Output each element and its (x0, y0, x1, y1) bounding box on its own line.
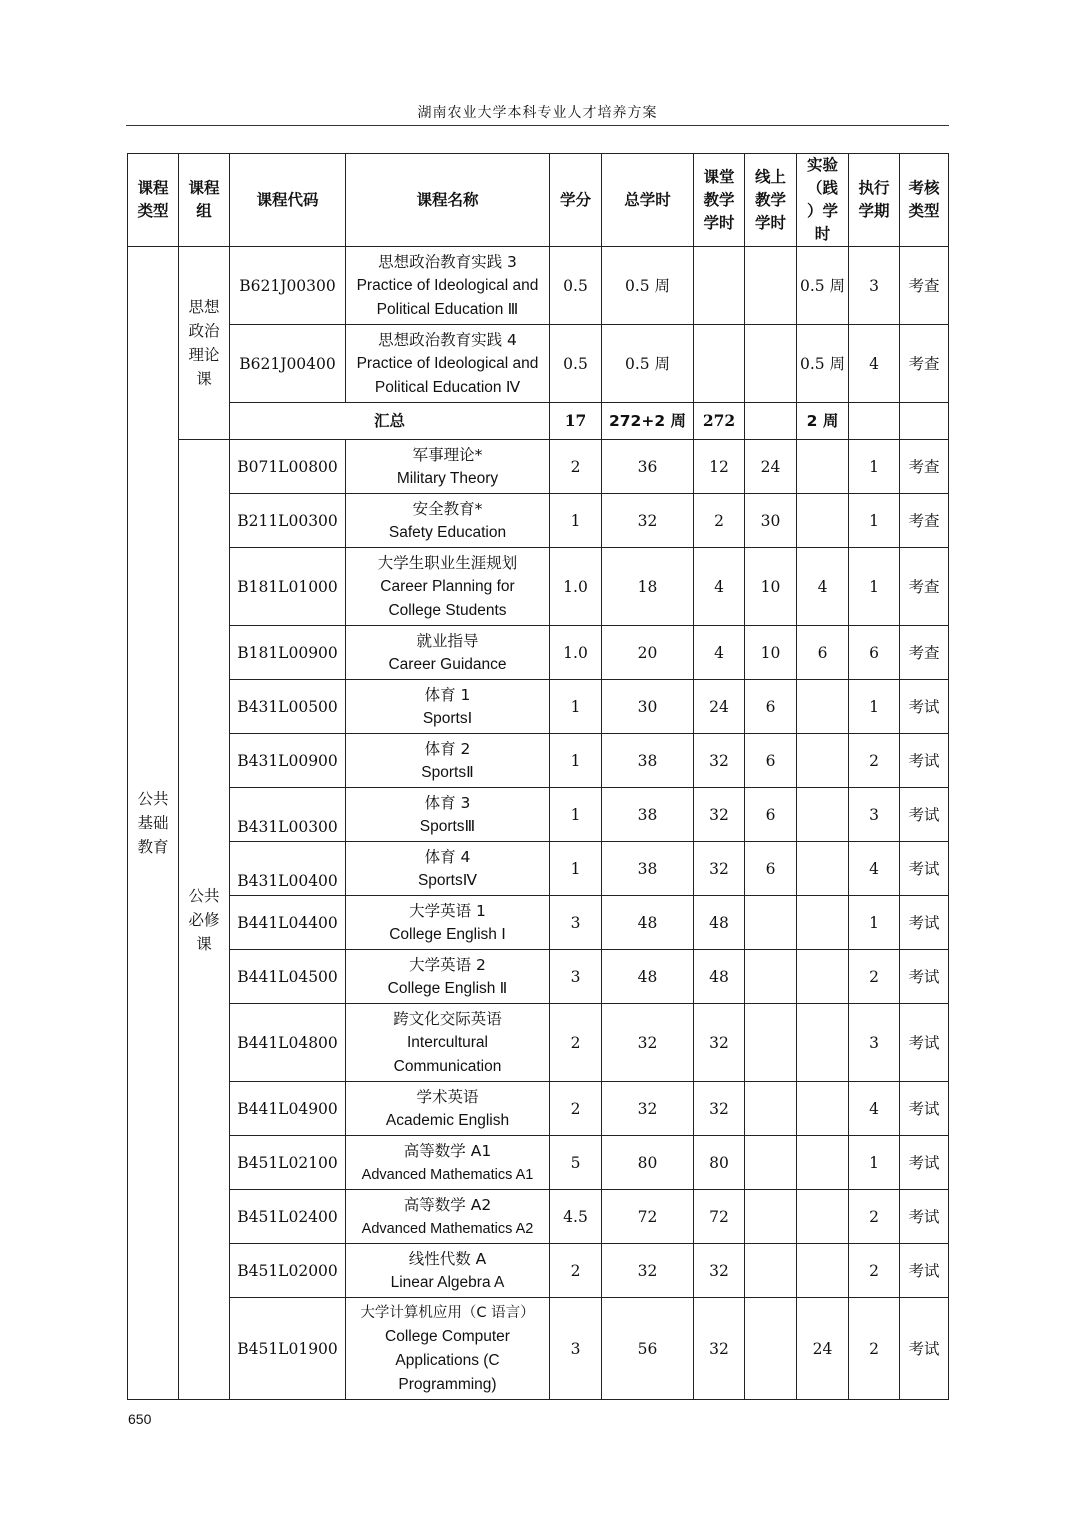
credits: 4.5 (550, 1190, 602, 1244)
class-hours: 12 (694, 440, 745, 494)
course-name-en: Military Theory (396, 469, 499, 487)
assessment: 考试 (900, 842, 949, 896)
course-name-en: Intercultural Communication (393, 1033, 502, 1075)
assessment: 考试 (900, 896, 949, 950)
course-name-en: Academic English (385, 1111, 510, 1129)
course-name (346, 1082, 550, 1136)
table-row (128, 440, 949, 494)
semester: 3 (849, 1004, 900, 1082)
course-name-cn: 体育 4 (424, 847, 471, 866)
semester: 1 (849, 680, 900, 734)
credits: 2 (550, 1082, 602, 1136)
course-name (346, 842, 550, 896)
course-name (346, 440, 550, 494)
course-name-en: Advanced Mathematics A2 (361, 1220, 534, 1237)
course-name (346, 680, 550, 734)
assessment: 考查 (900, 247, 949, 325)
course-name-en: Advanced Mathematics A1 (361, 1166, 534, 1183)
summary-assessment (900, 403, 949, 440)
summary-credits: 17 (550, 403, 602, 440)
table-row (128, 788, 949, 842)
total-hours: 32 (602, 1244, 694, 1298)
course-name (346, 1190, 550, 1244)
online-hours: 30 (745, 494, 797, 548)
summary-total-hours: 272+2 周 (602, 403, 694, 440)
semester: 4 (849, 1082, 900, 1136)
course-name-en: SportsⅢ (419, 817, 476, 835)
total-hours: 48 (602, 896, 694, 950)
credits: 1 (550, 734, 602, 788)
course-code: B451L01900 (230, 1298, 346, 1400)
course-name (346, 1244, 550, 1298)
semester: 1 (849, 548, 900, 626)
course-name-en: College English Ⅰ (389, 925, 506, 943)
total-hours: 32 (602, 1082, 694, 1136)
semester: 4 (849, 325, 900, 403)
course-name-cn: 大学生职业生涯规划 (377, 553, 518, 572)
table-row (128, 626, 949, 680)
assessment: 考试 (900, 950, 949, 1004)
course-name (346, 626, 550, 680)
summary-row (128, 403, 949, 440)
credits: 0.5 (550, 325, 602, 403)
semester: 1 (849, 1136, 900, 1190)
total-hours: 38 (602, 842, 694, 896)
header-name: 课程名称 (346, 154, 550, 247)
credits: 1.0 (550, 626, 602, 680)
online-hours (745, 950, 797, 1004)
course-name-cn: 跨文化交际英语 (393, 1009, 502, 1028)
class-hours: 72 (694, 1190, 745, 1244)
course-name-cn: 军事理论* (412, 445, 483, 464)
total-hours: 80 (602, 1136, 694, 1190)
course-code: B431L00900 (230, 734, 346, 788)
assessment: 考试 (900, 788, 949, 842)
credits: 1.0 (550, 548, 602, 626)
course-name-en: Career Planning for College Students (380, 577, 515, 619)
class-hours: 32 (694, 1004, 745, 1082)
curriculum-table (127, 153, 949, 1400)
semester: 1 (849, 494, 900, 548)
assessment: 考试 (900, 1298, 949, 1400)
credits: 1 (550, 788, 602, 842)
online-hours (745, 1004, 797, 1082)
online-hours (745, 1244, 797, 1298)
semester: 2 (849, 1190, 900, 1244)
header-code: 课程代码 (230, 154, 346, 247)
lab-hours: 24 (797, 1298, 849, 1400)
course-name-en: College Computer Applications (C Programming) (385, 1327, 510, 1393)
course-name-en: SportsⅣ (417, 871, 478, 889)
online-hours: 6 (745, 788, 797, 842)
lab-hours (797, 896, 849, 950)
class-hours: 4 (694, 548, 745, 626)
course-name (346, 950, 550, 1004)
lab-hours (797, 1004, 849, 1082)
course-name (346, 1136, 550, 1190)
course-code: B441L04800 (230, 1004, 346, 1082)
summary-online-hours (745, 403, 797, 440)
semester: 6 (849, 626, 900, 680)
semester: 2 (849, 734, 900, 788)
course-name-cn: 线性代数 A (408, 1249, 487, 1268)
table-row (128, 1004, 949, 1082)
total-hours: 36 (602, 440, 694, 494)
online-hours: 24 (745, 440, 797, 494)
course-code: B181L01000 (230, 548, 346, 626)
semester: 3 (849, 788, 900, 842)
lab-hours: 6 (797, 626, 849, 680)
lab-hours: 4 (797, 548, 849, 626)
lab-hours (797, 1190, 849, 1244)
total-hours: 0.5 周 (602, 325, 694, 403)
online-hours: 10 (745, 626, 797, 680)
semester: 2 (849, 1298, 900, 1400)
summary-semester (849, 403, 900, 440)
credits: 1 (550, 842, 602, 896)
total-hours: 18 (602, 548, 694, 626)
semester: 1 (849, 440, 900, 494)
total-hours: 32 (602, 494, 694, 548)
online-hours: 6 (745, 680, 797, 734)
course-code: B451L02000 (230, 1244, 346, 1298)
course-name-cn: 体育 2 (424, 739, 471, 758)
credits: 1 (550, 680, 602, 734)
course-code: B441L04400 (230, 896, 346, 950)
course-name-en: Safety Education (388, 523, 507, 541)
table-row (128, 325, 949, 403)
page-number: 650 (128, 1411, 152, 1427)
course-name-cn: 大学英语 2 (409, 955, 486, 974)
table-header-row (128, 154, 949, 247)
semester: 2 (849, 1244, 900, 1298)
lab-hours: 0.5 周 (797, 325, 849, 403)
course-name-cn: 体育 1 (424, 685, 471, 704)
total-hours: 56 (602, 1298, 694, 1400)
summary-lab-hours: 2 周 (797, 403, 849, 440)
online-hours: 6 (745, 734, 797, 788)
lab-hours: 0.5 周 (797, 247, 849, 325)
lab-hours (797, 440, 849, 494)
lab-hours (797, 788, 849, 842)
table-row (128, 734, 949, 788)
table-row (128, 1244, 949, 1298)
course-name (346, 896, 550, 950)
table-row (128, 842, 949, 896)
course-name-en: SportsⅡ (421, 763, 474, 781)
total-hours: 32 (602, 1004, 694, 1082)
class-hours: 32 (694, 1244, 745, 1298)
header-total-hours: 总学时 (602, 154, 694, 247)
online-hours (745, 896, 797, 950)
table-row (128, 1082, 949, 1136)
class-hours: 80 (694, 1136, 745, 1190)
total-hours: 48 (602, 950, 694, 1004)
class-hours: 2 (694, 494, 745, 548)
course-code: B071L00800 (230, 440, 346, 494)
credits: 2 (550, 1004, 602, 1082)
total-hours: 72 (602, 1190, 694, 1244)
semester: 4 (849, 842, 900, 896)
class-hours: 48 (694, 950, 745, 1004)
table-row (128, 1136, 949, 1190)
course-code: B621J00300 (230, 247, 346, 325)
total-hours: 0.5 周 (602, 247, 694, 325)
course-code: B431L00400 (230, 842, 346, 896)
total-hours: 20 (602, 626, 694, 680)
lab-hours (797, 1244, 849, 1298)
course-name-cn: 大学计算机应用（C 语言） (360, 1304, 535, 1321)
class-hours: 32 (694, 1298, 745, 1400)
lab-hours (797, 842, 849, 896)
semester: 3 (849, 247, 900, 325)
course-name-cn: 高等数学 A2 (403, 1195, 492, 1214)
table-row (128, 680, 949, 734)
course-name-cn: 学术英语 (416, 1087, 479, 1106)
lab-hours (797, 1136, 849, 1190)
course-name-en: Practice of Ideological and Political Education Ⅲ (356, 276, 539, 318)
course-name (346, 1298, 550, 1400)
course-name-en: Practice of Ideological and Political Education Ⅳ (356, 354, 539, 396)
course-name (346, 1004, 550, 1082)
assessment: 考试 (900, 1136, 949, 1190)
table-row (128, 950, 949, 1004)
semester: 1 (849, 896, 900, 950)
table-row (128, 247, 949, 325)
course-code: B621J00400 (230, 325, 346, 403)
course-code: B441L04900 (230, 1082, 346, 1136)
summary-label: 汇总 (230, 403, 550, 440)
credits: 3 (550, 950, 602, 1004)
running-head: 湖南农业大学本科专业人才培养方案 (417, 105, 658, 121)
course-name-cn: 大学英语 1 (409, 901, 486, 920)
header-assessment: 考核 类型 (900, 154, 949, 247)
class-hours (694, 325, 745, 403)
course-name-cn: 思想政治教育实践 4 (378, 330, 517, 349)
assessment: 考试 (900, 1082, 949, 1136)
assessment: 考试 (900, 734, 949, 788)
online-hours (745, 1298, 797, 1400)
credits: 2 (550, 1244, 602, 1298)
table-row (128, 548, 949, 626)
class-hours: 4 (694, 626, 745, 680)
semester: 2 (849, 950, 900, 1004)
table-row (128, 896, 949, 950)
assessment: 考查 (900, 548, 949, 626)
assessment: 考查 (900, 325, 949, 403)
class-hours: 32 (694, 788, 745, 842)
course-name (346, 788, 550, 842)
summary-class-hours: 272 (694, 403, 745, 440)
credits: 1 (550, 494, 602, 548)
class-hours: 32 (694, 734, 745, 788)
table-row (128, 1298, 949, 1400)
class-hours: 48 (694, 896, 745, 950)
lab-hours (797, 950, 849, 1004)
table-row (128, 494, 949, 548)
course-name (346, 734, 550, 788)
lab-hours (797, 734, 849, 788)
course-code: B441L04500 (230, 950, 346, 1004)
course-name-cn: 高等数学 A1 (403, 1141, 492, 1160)
assessment: 考查 (900, 626, 949, 680)
credits: 2 (550, 440, 602, 494)
course-name (346, 325, 550, 403)
category-cell: 公共 基础 教育 (128, 247, 179, 1400)
total-hours: 30 (602, 680, 694, 734)
table-row (128, 1190, 949, 1244)
assessment: 考试 (900, 1004, 949, 1082)
group-cell-required: 公共 必修 课 (179, 440, 230, 1400)
credits: 3 (550, 1298, 602, 1400)
course-name-cn: 思想政治教育实践 3 (378, 252, 517, 271)
course-code: B181L00900 (230, 626, 346, 680)
class-hours: 24 (694, 680, 745, 734)
course-name-cn: 就业指导 (416, 631, 479, 650)
online-hours (745, 1082, 797, 1136)
credits: 3 (550, 896, 602, 950)
header-group: 课程 组 (179, 154, 230, 247)
course-name-en: Linear Algebra A (390, 1273, 505, 1291)
lab-hours (797, 494, 849, 548)
header-lab-hours: 实验 （践 ）学 时 (797, 154, 849, 247)
assessment: 考查 (900, 440, 949, 494)
course-name-cn: 体育 3 (424, 793, 471, 812)
header-online-hours: 线上 教学 学时 (745, 154, 797, 247)
header-rule (126, 125, 949, 126)
credits: 0.5 (550, 247, 602, 325)
total-hours: 38 (602, 734, 694, 788)
header-class-hours: 课堂 教学 学时 (694, 154, 745, 247)
class-hours (694, 247, 745, 325)
online-hours: 6 (745, 842, 797, 896)
class-hours: 32 (694, 842, 745, 896)
group-cell-ideology: 思想 政治 理论 课 (179, 247, 230, 440)
header-semester: 执行 学期 (849, 154, 900, 247)
course-name (346, 247, 550, 325)
course-name-en: SportsⅠ (422, 709, 473, 727)
class-hours: 32 (694, 1082, 745, 1136)
course-name (346, 494, 550, 548)
online-hours (745, 247, 797, 325)
total-hours: 38 (602, 788, 694, 842)
assessment: 考查 (900, 494, 949, 548)
course-name-cn: 安全教育* (412, 499, 483, 518)
assessment: 考试 (900, 1190, 949, 1244)
course-code: B431L00300 (230, 788, 346, 842)
lab-hours (797, 680, 849, 734)
header-credits: 学分 (550, 154, 602, 247)
online-hours: 10 (745, 548, 797, 626)
course-name (346, 548, 550, 626)
course-name-en: College English Ⅱ (387, 979, 508, 997)
online-hours (745, 1136, 797, 1190)
course-code: B451L02100 (230, 1136, 346, 1190)
course-code: B451L02400 (230, 1190, 346, 1244)
course-name-en: Career Guidance (388, 655, 507, 673)
assessment: 考试 (900, 680, 949, 734)
lab-hours (797, 1082, 849, 1136)
course-code: B431L00500 (230, 680, 346, 734)
assessment: 考试 (900, 1244, 949, 1298)
credits: 5 (550, 1136, 602, 1190)
online-hours (745, 1190, 797, 1244)
header-category: 课程 类型 (128, 154, 179, 247)
course-code: B211L00300 (230, 494, 346, 548)
online-hours (745, 325, 797, 403)
